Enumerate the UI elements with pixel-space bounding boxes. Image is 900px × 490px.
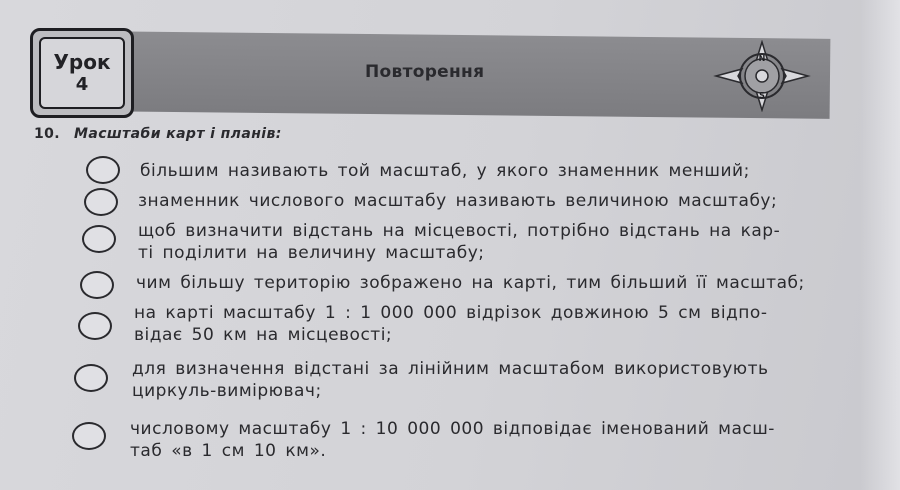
option-text: щоб визначити відстань на місцевості, потрібно відстань на кар- ті поділити на величину масштабу;: [138, 221, 781, 263]
option-text: більшим називають той масштаб, у якого знаменник менший;: [140, 161, 750, 181]
option-text: знаменник числового масштабу називають величиною масштабу;: [138, 191, 778, 211]
option-text: для визначення відстані за лінійним масштабом використовують циркуль-вимірювач;: [132, 359, 769, 401]
answer-circle-checkbox[interactable]: [86, 156, 120, 184]
answer-circle-checkbox[interactable]: [74, 364, 108, 392]
lesson-badge: [30, 28, 134, 118]
compass-south-label: S: [759, 91, 765, 100]
compass-rose-icon: [712, 40, 812, 112]
question-heading: [34, 126, 282, 142]
answer-circle-checkbox[interactable]: [80, 271, 114, 299]
answer-circle-checkbox[interactable]: [84, 188, 118, 216]
option-text: чим більшу територію зображено на карті, тим більший її масштаб;: [136, 273, 805, 293]
page-edge-highlight: [860, 0, 900, 490]
compass-north-label: N: [758, 54, 766, 63]
option-text: числовому масштабу 1 : 10 000 000 відповідає іменований масш- таб «в 1 см 10 км».: [130, 419, 775, 461]
question-title: Масштаби карт і планів:: [74, 126, 282, 142]
lesson-badge-inner: [39, 37, 125, 109]
page-title: Повторення: [365, 62, 485, 82]
answer-circle-checkbox[interactable]: [72, 422, 106, 450]
answer-circle-checkbox[interactable]: [82, 225, 116, 253]
lesson-word: Урок: [53, 50, 111, 74]
option-text: на карті масштабу 1 : 1 000 000 відрізок довжиною 5 см відпо- відає 50 км на місцевості;: [134, 303, 768, 345]
lesson-number: 4: [75, 74, 89, 95]
answer-circle-checkbox[interactable]: [78, 312, 112, 340]
question-number: 10.: [34, 126, 61, 142]
